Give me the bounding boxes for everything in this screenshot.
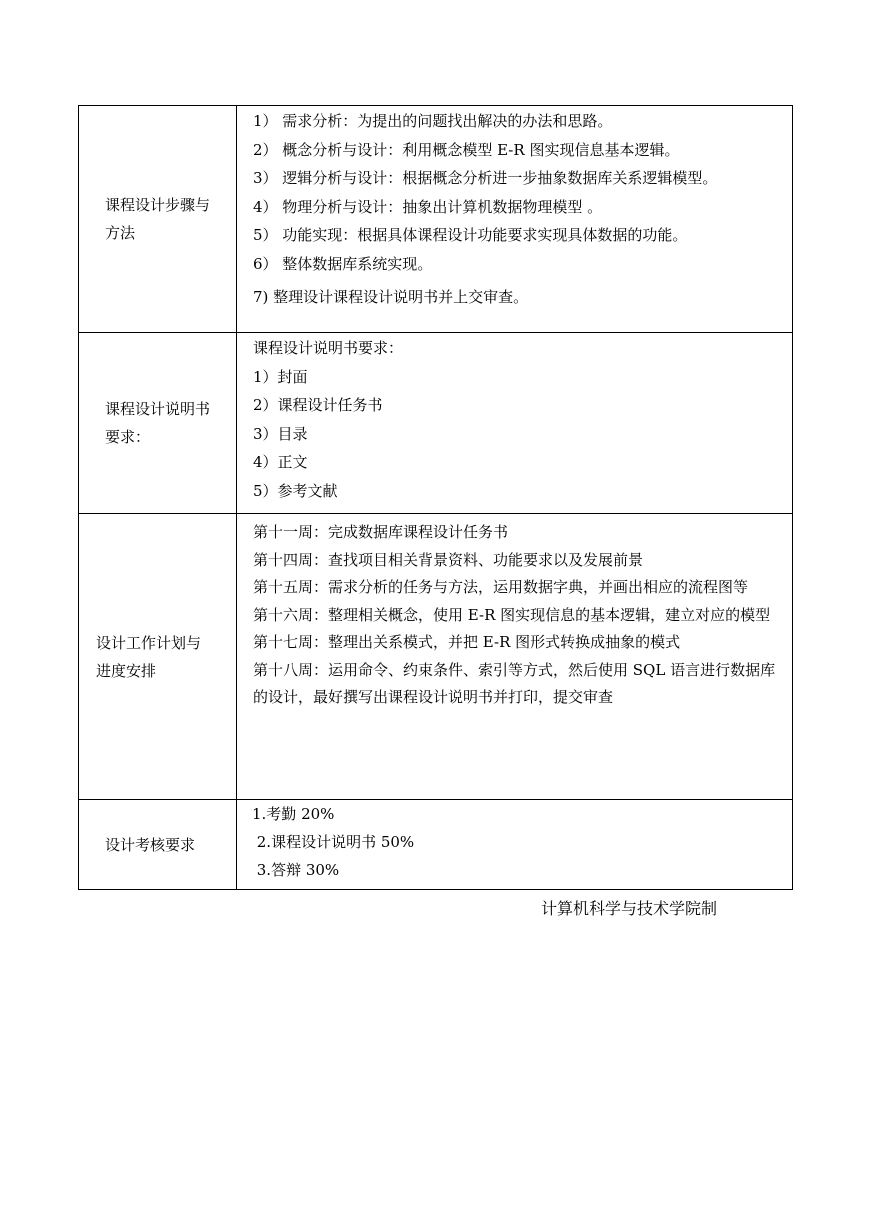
requirement-item: 课程设计说明书要求： xyxy=(253,339,404,357)
step-item: 6） 整体数据库系统实现。 xyxy=(253,254,433,273)
footer-institution: 计算机科学与技术学院制 xyxy=(541,899,718,918)
table-row-schedule xyxy=(79,514,793,800)
step-item: 7) 整理设计课程设计说明书并上交审查。 xyxy=(253,288,529,306)
row-label-line: 设计工作计划与 xyxy=(96,633,202,652)
assessment-item: 2.课程设计说明书 50% xyxy=(252,833,415,851)
assessment-item: 3.答辩 30% xyxy=(252,861,340,879)
table-row-steps xyxy=(79,106,793,333)
row-label-line: 方法 xyxy=(105,224,136,242)
schedule-item: 第十五周：需求分析的任务与方法，运用数据字典，并画出相应的流程图等 xyxy=(253,578,749,596)
row-label-steps xyxy=(79,106,237,333)
requirement-item: 5）参考文献 xyxy=(253,481,338,500)
schedule-item: 第十七周：整理出关系模式，并把 E-R 图形式转换成抽象的模式 xyxy=(253,633,681,651)
row-label-line: 课程设计说明书 xyxy=(105,400,211,418)
row-label-schedule xyxy=(79,514,237,800)
row-content-assessment xyxy=(237,800,793,890)
row-content-report-requirements xyxy=(237,333,793,514)
step-item: 4） 物理分析与设计：抽象出计算机数据物理模型 。 xyxy=(253,197,603,216)
step-item: 2） 概念分析与设计：利用概念模型 E-R 图实现信息基本逻辑。 xyxy=(253,140,680,159)
schedule-item: 第十一周：完成数据库课程设计任务书 xyxy=(253,523,509,541)
schedule-item: 第十六周：整理相关概念，使用 E-R 图实现信息的基本逻辑，建立对应的模型 xyxy=(253,605,771,624)
requirement-item: 1）封面 xyxy=(253,367,308,386)
row-label-report-requirements xyxy=(79,333,237,514)
row-content-schedule xyxy=(237,514,793,800)
row-label-assessment xyxy=(79,800,237,890)
row-content-steps xyxy=(237,106,793,333)
row-label-line: 课程设计步骤与 xyxy=(105,196,211,214)
step-item: 3） 逻辑分析与设计：根据概念分析进一步抽象数据库关系逻辑模型。 xyxy=(253,169,718,187)
step-item: 1） 需求分析：为提出的问题找出解决的办法和思路。 xyxy=(253,112,613,130)
requirement-item: 2）课程设计任务书 xyxy=(253,396,383,414)
schedule-item: 第十八周：运用命令、约束条件、索引等方式，然后使用 SQL 语言进行数据库的设计，最好撰写出课程设计说明书并打印，提交审查 xyxy=(253,660,776,706)
assessment-item: 1.考勤 20% xyxy=(252,805,335,823)
row-label-line: 进度安排 xyxy=(96,661,157,680)
table-row-assessment xyxy=(79,800,793,890)
row-label-line: 要求： xyxy=(105,428,151,446)
step-item: 5） 功能实现：根据具体课程设计功能要求实现具体数据的功能。 xyxy=(253,226,688,244)
table-row-report-requirements xyxy=(79,333,793,514)
row-label-line: 设计考核要求 xyxy=(105,835,196,854)
course-design-table xyxy=(78,105,793,890)
requirement-item: 4）正文 xyxy=(253,453,308,471)
schedule-item: 第十四周：查找项目相关背景资料、功能要求以及发展前景 xyxy=(253,550,644,569)
requirement-item: 3）目录 xyxy=(253,424,308,443)
